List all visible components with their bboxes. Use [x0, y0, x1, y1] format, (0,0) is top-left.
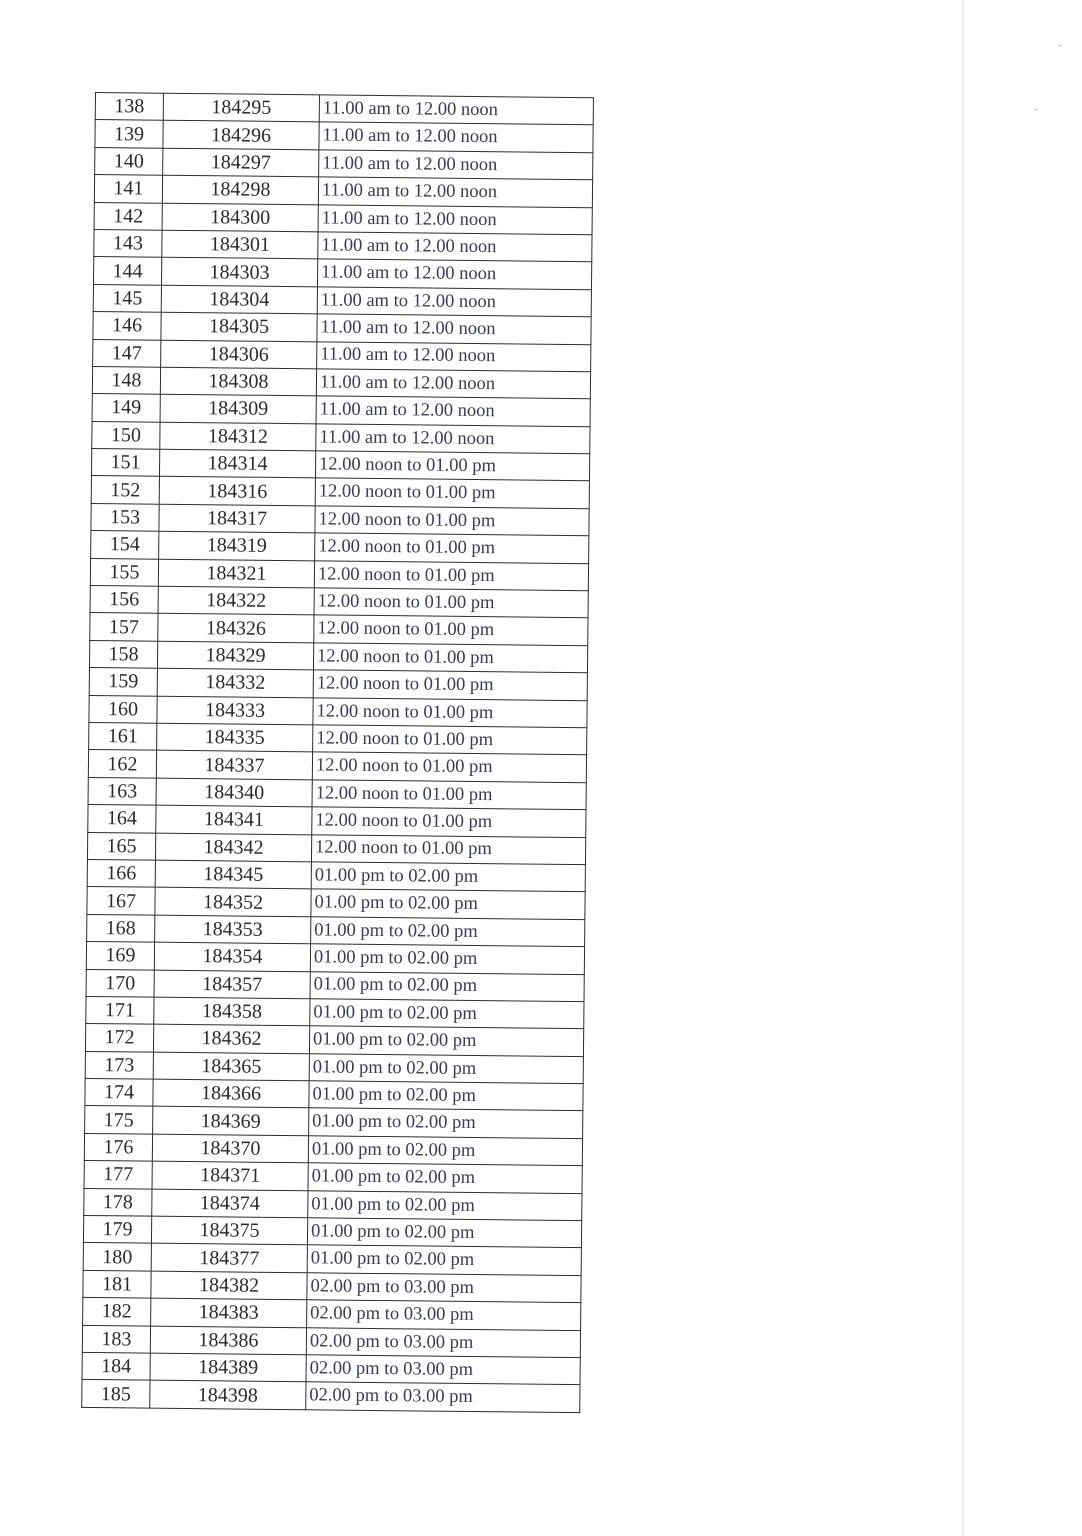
serial-number-cell: 140	[95, 147, 163, 175]
serial-number-cell: 141	[94, 175, 162, 203]
time-slot-cell: 01.00 pm to 02.00 pm	[309, 1026, 583, 1056]
serial-number-cell: 178	[84, 1188, 152, 1216]
roll-number-cell: 184301	[162, 230, 318, 259]
roll-number-cell: 184326	[158, 614, 314, 643]
time-slot-cell: 01.00 pm to 02.00 pm	[309, 1081, 583, 1111]
roll-number-cell: 184303	[161, 258, 317, 287]
serial-number-cell: 162	[88, 750, 156, 778]
roll-number-cell: 184306	[161, 340, 317, 369]
roll-number-cell: 184300	[162, 203, 318, 232]
serial-number-cell: 151	[91, 449, 159, 477]
roll-number-cell: 184341	[156, 805, 312, 834]
serial-number-cell: 159	[89, 668, 157, 696]
time-slot-cell: 11.00 am to 12.00 noon	[316, 424, 590, 454]
serial-number-cell: 155	[90, 558, 158, 586]
time-slot-cell: 01.00 pm to 02.00 pm	[311, 862, 585, 892]
serial-number-cell: 181	[83, 1270, 151, 1298]
serial-number-cell: 157	[90, 613, 158, 641]
serial-number-cell: 145	[93, 284, 161, 312]
time-slot-cell: 01.00 pm to 02.00 pm	[310, 999, 584, 1029]
roll-number-cell: 184333	[157, 696, 313, 725]
roll-number-cell: 184389	[150, 1353, 306, 1382]
serial-number-cell: 150	[92, 421, 160, 449]
serial-number-cell: 180	[83, 1243, 151, 1271]
serial-number-cell: 179	[83, 1215, 151, 1243]
serial-number-cell: 172	[85, 1024, 153, 1052]
time-slot-cell: 02.00 pm to 03.00 pm	[307, 1273, 581, 1303]
time-slot-cell: 12.00 noon to 01.00 pm	[314, 615, 588, 645]
time-slot-cell: 01.00 pm to 02.00 pm	[310, 944, 584, 974]
roll-number-cell: 184386	[150, 1326, 306, 1355]
time-slot-cell: 11.00 am to 12.00 noon	[317, 314, 591, 344]
time-slot-cell: 01.00 pm to 02.00 pm	[311, 917, 585, 947]
time-slot-cell: 02.00 pm to 03.00 pm	[307, 1300, 581, 1330]
serial-number-cell: 146	[93, 312, 161, 340]
time-slot-cell: 12.00 noon to 01.00 pm	[311, 834, 585, 864]
roll-number-cell: 184377	[151, 1244, 307, 1273]
time-slot-cell: 11.00 am to 12.00 noon	[319, 150, 593, 180]
serial-number-cell: 156	[90, 586, 158, 614]
serial-number-cell: 165	[87, 832, 155, 860]
roll-number-cell: 184352	[155, 888, 311, 917]
roll-number-cell: 184317	[159, 504, 315, 533]
serial-number-cell: 148	[92, 366, 160, 394]
roll-number-cell: 184308	[160, 367, 316, 396]
time-slot-cell: 01.00 pm to 02.00 pm	[309, 1108, 583, 1138]
time-slot-cell: 01.00 pm to 02.00 pm	[311, 889, 585, 919]
roll-number-cell: 184314	[159, 449, 315, 478]
time-slot-cell: 12.00 noon to 01.00 pm	[313, 643, 587, 673]
roll-number-cell: 184371	[152, 1161, 308, 1190]
roll-number-cell: 184340	[156, 778, 312, 807]
roll-number-cell: 184322	[158, 586, 314, 615]
serial-number-cell: 154	[91, 531, 159, 559]
time-slot-cell: 11.00 am to 12.00 noon	[318, 204, 592, 234]
time-slot-cell: 12.00 noon to 01.00 pm	[314, 560, 588, 590]
serial-number-cell: 184	[82, 1352, 150, 1380]
serial-number-cell: 160	[89, 695, 157, 723]
serial-number-cell: 176	[84, 1133, 152, 1161]
schedule-table	[81, 92, 594, 1413]
serial-number-cell: 175	[85, 1106, 153, 1134]
serial-number-cell: 142	[94, 202, 162, 230]
roll-number-cell: 184370	[152, 1134, 308, 1163]
time-slot-cell: 12.00 noon to 01.00 pm	[312, 752, 586, 782]
serial-number-cell: 171	[86, 996, 154, 1024]
time-slot-cell: 02.00 pm to 03.00 pm	[306, 1382, 580, 1412]
schedule-table-body	[82, 93, 594, 1413]
time-slot-cell: 12.00 noon to 01.00 pm	[312, 780, 586, 810]
roll-number-cell: 184342	[155, 833, 311, 862]
serial-number-cell: 167	[87, 887, 155, 915]
time-slot-cell: 12.00 noon to 01.00 pm	[313, 697, 587, 727]
serial-number-cell: 164	[88, 805, 156, 833]
serial-number-cell: 138	[95, 93, 163, 121]
scan-artifact: -	[1034, 104, 1038, 115]
time-slot-cell: 12.00 noon to 01.00 pm	[312, 807, 586, 837]
page-edge-shadow	[962, 0, 964, 1536]
time-slot-cell: 11.00 am to 12.00 noon	[316, 396, 590, 426]
serial-number-cell: 158	[89, 640, 157, 668]
serial-number-cell: 153	[91, 503, 159, 531]
roll-number-cell: 184357	[154, 970, 310, 999]
time-slot-cell: 11.00 am to 12.00 noon	[318, 177, 592, 207]
serial-number-cell: 177	[84, 1161, 152, 1189]
time-slot-cell: 12.00 noon to 01.00 pm	[315, 533, 589, 563]
time-slot-cell: 01.00 pm to 02.00 pm	[310, 971, 584, 1001]
time-slot-cell: 01.00 pm to 02.00 pm	[308, 1136, 582, 1166]
roll-number-cell: 184365	[153, 1052, 309, 1081]
roll-number-cell: 184398	[150, 1381, 306, 1410]
time-slot-cell: 01.00 pm to 02.00 pm	[309, 1053, 583, 1083]
roll-number-cell: 184358	[154, 997, 310, 1026]
roll-number-cell: 184312	[160, 422, 316, 451]
roll-number-cell: 184369	[153, 1107, 309, 1136]
roll-number-cell: 184366	[153, 1079, 309, 1108]
time-slot-cell: 12.00 noon to 01.00 pm	[315, 478, 589, 508]
serial-number-cell: 147	[93, 339, 161, 367]
roll-number-cell: 184345	[155, 860, 311, 889]
serial-number-cell: 183	[82, 1325, 150, 1353]
time-slot-cell: 12.00 noon to 01.00 pm	[315, 506, 589, 536]
time-slot-cell: 01.00 pm to 02.00 pm	[308, 1190, 582, 1220]
roll-number-cell: 184354	[154, 942, 310, 971]
roll-number-cell: 184297	[163, 148, 319, 177]
roll-number-cell: 184375	[151, 1216, 307, 1245]
serial-number-cell: 143	[94, 229, 162, 257]
table-row	[82, 1380, 580, 1413]
serial-number-cell: 185	[82, 1380, 150, 1408]
serial-number-cell: 161	[89, 722, 157, 750]
time-slot-cell: 11.00 am to 12.00 noon	[318, 232, 592, 262]
time-slot-cell: 11.00 am to 12.00 noon	[317, 287, 591, 317]
time-slot-cell: 11.00 am to 12.00 noon	[317, 259, 591, 289]
serial-number-cell: 149	[92, 394, 160, 422]
roll-number-cell: 184337	[156, 751, 312, 780]
time-slot-cell: 11.00 am to 12.00 noon	[317, 341, 591, 371]
time-slot-cell: 02.00 pm to 03.00 pm	[306, 1327, 580, 1357]
roll-number-cell: 184319	[159, 531, 315, 560]
time-slot-cell: 01.00 pm to 02.00 pm	[308, 1163, 582, 1193]
roll-number-cell: 184298	[162, 175, 318, 204]
serial-number-cell: 163	[88, 777, 156, 805]
serial-number-cell: 173	[85, 1051, 153, 1079]
roll-number-cell: 184362	[153, 1024, 309, 1053]
roll-number-cell: 184321	[158, 559, 314, 588]
serial-number-cell: 168	[87, 914, 155, 942]
serial-number-cell: 174	[85, 1079, 153, 1107]
roll-number-cell: 184382	[151, 1271, 307, 1300]
serial-number-cell: 152	[91, 476, 159, 504]
roll-number-cell: 184309	[160, 394, 316, 423]
roll-number-cell: 184335	[157, 723, 313, 752]
serial-number-cell: 169	[86, 942, 154, 970]
time-slot-cell: 11.00 am to 12.00 noon	[319, 122, 593, 152]
roll-number-cell: 184383	[151, 1298, 307, 1327]
roll-number-cell: 184296	[163, 121, 319, 150]
time-slot-cell: 01.00 pm to 02.00 pm	[307, 1218, 581, 1248]
time-slot-cell: 12.00 noon to 01.00 pm	[314, 588, 588, 618]
serial-number-cell: 166	[87, 859, 155, 887]
time-slot-cell: 12.00 noon to 01.00 pm	[313, 725, 587, 755]
roll-number-cell: 184305	[161, 312, 317, 341]
roll-number-cell: 184374	[152, 1189, 308, 1218]
scan-artifact: -	[1058, 40, 1062, 51]
serial-number-cell: 139	[95, 120, 163, 148]
time-slot-cell: 12.00 noon to 01.00 pm	[315, 451, 589, 481]
serial-number-cell: 170	[86, 969, 154, 997]
time-slot-cell: 01.00 pm to 02.00 pm	[307, 1245, 581, 1275]
serial-number-cell: 182	[83, 1298, 151, 1326]
roll-number-cell: 184353	[155, 915, 311, 944]
roll-number-cell: 184304	[161, 285, 317, 314]
time-slot-cell: 02.00 pm to 03.00 pm	[306, 1355, 580, 1385]
roll-number-cell: 184295	[163, 93, 319, 122]
roll-number-cell: 184316	[159, 477, 315, 506]
roll-number-cell: 184332	[157, 668, 313, 697]
roll-number-cell: 184329	[157, 641, 313, 670]
time-slot-cell: 12.00 noon to 01.00 pm	[313, 670, 587, 700]
serial-number-cell: 144	[93, 257, 161, 285]
time-slot-cell: 11.00 am to 12.00 noon	[316, 369, 590, 399]
time-slot-cell: 11.00 am to 12.00 noon	[319, 95, 593, 125]
